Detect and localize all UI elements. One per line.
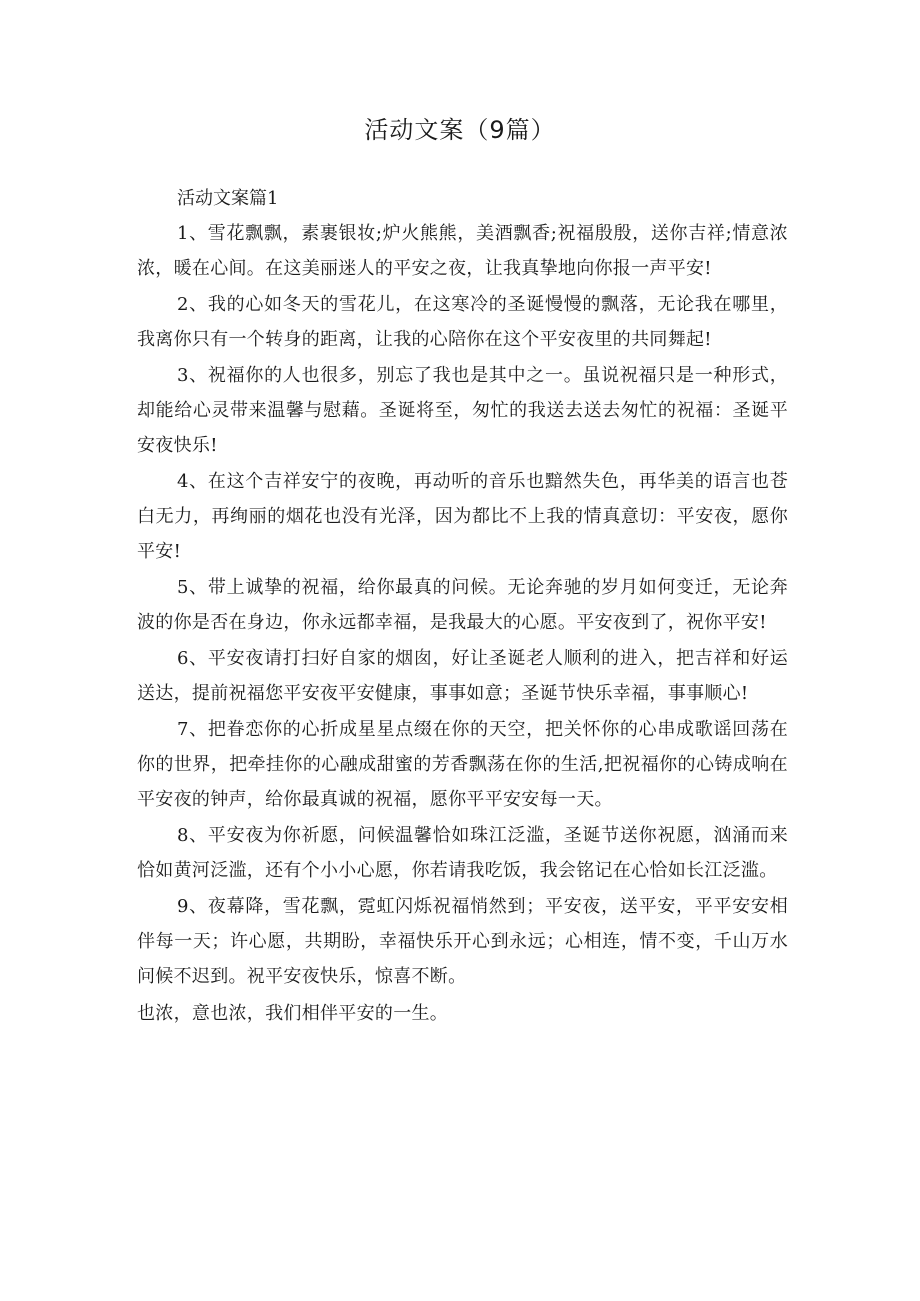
paragraph-8: 8、平安夜为你祈愿，问候温馨恰如珠江泛滥，圣诞节送你祝愿，汹涌而来恰如黄河泛滥，还有个小小心愿，你若请我吃饭，我会铭记在心恰如长江泛滥。 <box>137 825 788 881</box>
paragraph-5: 5、带上诚挚的祝福，给你最真的问候。无论奔驰的岁月如何变迁，无论奔波的你是否在身边，你永远都幸福，是我最大的心愿。平安夜到了，祝你平安! <box>137 577 788 633</box>
paragraph-1: 1、雪花飘飘，素裹银妆;炉火熊熊，美酒飘香;祝福殷殷，送你吉祥;情意浓浓，暖在心间。在这美丽迷人的平安之夜，让我真挚地向你报一声平安! <box>137 223 788 279</box>
paragraph-4: 4、在这个吉祥安宁的夜晚，再动听的音乐也黯然失色，再华美的语言也苍白无力，再绚丽的烟花也没有光泽，因为都比不上我的情真意切：平安夜，愿你平安! <box>137 471 788 562</box>
paragraph-9: 9、夜幕降，雪花飘，霓虹闪烁祝福悄然到；平安夜，送平安，平平安安相伴每一天；许心愿，共期盼，幸福快乐开心到永远；心相连，情不变，千山万水问候不迟到。祝平安夜快乐，惊喜不断。 <box>137 896 788 987</box>
section-heading: 活动文案篇1 <box>177 188 279 209</box>
paragraph-6: 6、平安夜请打扫好自家的烟囱，好让圣诞老人顺利的进入，把吉祥和好运送达，提前祝福您平安夜平安健康，事事如意；圣诞节快乐幸福，事事顺心! <box>137 648 788 704</box>
paragraph-7: 7、把眷恋你的心折成星星点缀在你的天空，把关怀你的心串成歌谣回荡在你的世界，把牵挂你的心融成甜蜜的芳香飘荡在你的生活,把祝福你的心铸成响在平安夜的钟声，给你最真诚的祝福，愿你平平安安每一天。 <box>137 719 788 810</box>
document-body <box>137 182 788 1032</box>
document-title: 活动文案（9篇） <box>364 116 556 144</box>
paragraph-3: 3、祝福你的人也很多，别忘了我也是其中之一。虽说祝福只是一种形式，却能给心灵带来温馨与慰藉。圣诞将至，匆忙的我送去送去匆忙的祝福：圣诞平安夜快乐! <box>137 365 788 456</box>
paragraph-2: 2、我的心如冬天的雪花儿，在这寒冷的圣诞慢慢的飘落，无论我在哪里，我离你只有一个转身的距离，让我的心陪你在这个平安夜里的共同舞起! <box>137 294 788 350</box>
closing-line: 也浓，意也浓，我们相伴平安的一生。 <box>137 1003 449 1024</box>
